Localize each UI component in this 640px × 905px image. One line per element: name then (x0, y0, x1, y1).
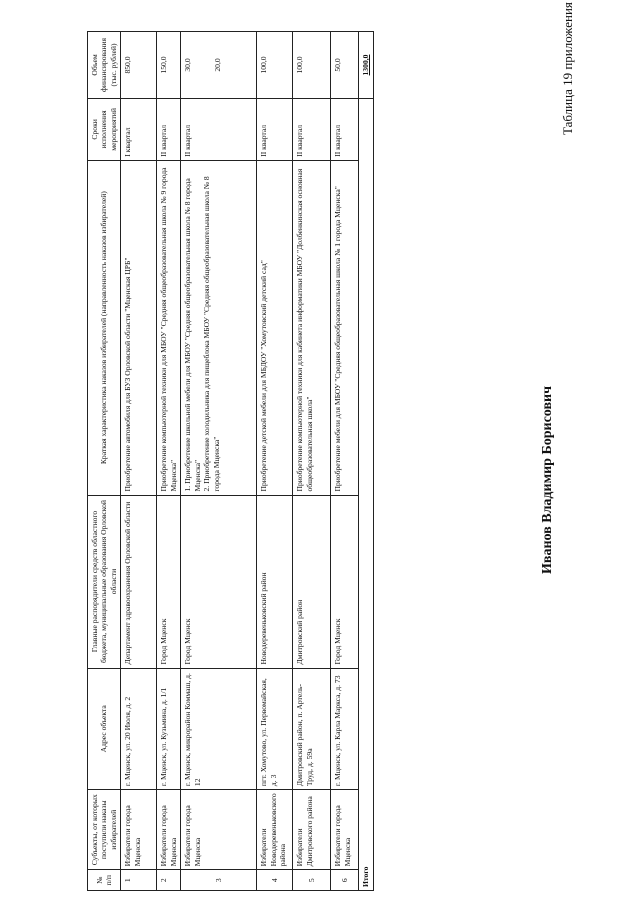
header-terms: Сроки исполнения мероприятий (88, 98, 121, 160)
row-subject: Избиратели города Мценска (331, 790, 359, 870)
row-address: пгт. Хомутово, ул. Первомайская, д. 3 (257, 668, 293, 790)
table-row (331, 32, 359, 891)
row-address: г. Мценск, микрорайон Коммаш, д. 12 (181, 668, 257, 790)
row-subject: Избиратели города Мценска (181, 790, 257, 870)
row-description (257, 160, 293, 495)
row-description (331, 160, 359, 495)
row-term: II квартал (331, 98, 359, 160)
header-volume: Объем финансирования (тыс. рублей) (88, 32, 121, 99)
volume-line: 20,0 (212, 58, 222, 72)
row-num: 1 (121, 870, 157, 891)
row-manager: Город Мценск (331, 495, 359, 668)
row-term: II квартал (157, 98, 181, 160)
description-line: 1. Приобретение школьной мебели для МБОУ "Средняя общеобразовательная школа № 8 города Мценска" (183, 178, 202, 492)
header-subjects: Субъекты, от которых поступили наказы избирателей (88, 790, 121, 870)
row-address: Дмитровский район, п. Артель-Труд, д. 59а (293, 668, 331, 790)
row-num: 4 (257, 870, 293, 891)
row-manager: Дмитровский район (293, 495, 331, 668)
row-subject: Избиратели Новодеревеньковского района (257, 790, 293, 870)
row-term: II квартал (181, 98, 257, 160)
row-volume: 850,0 (121, 32, 157, 99)
row-subject: Избиратели города Мценска (157, 790, 181, 870)
row-term: I квартал (121, 98, 157, 160)
orders-table (87, 31, 374, 891)
description-line: Приобретение автомобиля для БУЗ Орловской области "Мценская ЦРБ" (123, 257, 133, 492)
row-manager: Департамент здравоохранения Орловской области (121, 495, 157, 668)
row-description (157, 160, 181, 495)
row-subject: Избиратели Дмитровского района (293, 790, 331, 870)
row-volume: 100,0 (257, 32, 293, 99)
description-line: 2. Приобретение холодильника для пищеблока МБОУ "Средняя общеобразовательная школа № 8 города Мценска" (202, 176, 221, 492)
total-value: 1300,0 (359, 32, 373, 99)
row-volume: 100,0 (293, 32, 331, 99)
table-row (157, 32, 181, 891)
description-line: Приобретение детской мебели для МБДОУ "Хомутовский детский сад" (259, 260, 269, 492)
row-address: г. Мценск, ул. Кузьмина, д. 1/1 (157, 668, 181, 790)
header-description: Краткая характеристика наказов избирателей (направленность наказов избирателей) (88, 160, 121, 495)
volume-line: 30,0 (183, 58, 193, 72)
description-line: Приобретение мебели для МБОУ "Средняя общеобразовательная школа № 1 города Мценска" (333, 186, 343, 492)
table-header-row (88, 32, 121, 891)
row-manager: Новодеревеньковский район (257, 495, 293, 668)
table-row (121, 32, 157, 891)
row-description (181, 160, 257, 495)
total-row (359, 32, 373, 891)
row-volume: 50,0 (331, 32, 359, 99)
row-manager: Город Мценск (181, 495, 257, 668)
header-num: № п/п (88, 870, 121, 891)
row-description (293, 160, 331, 495)
header-address: Адрес объекта (88, 668, 121, 790)
row-manager: Город Мценск (157, 495, 181, 668)
row-subject: Избиратели города Мценска (121, 790, 157, 870)
description-line: Приобретение компьютерной техники для МБОУ "Средняя общеобразовательная школа № 9 города Мценска" (159, 167, 178, 492)
person-name: Иванов Владимир Борисович (540, 386, 555, 574)
total-label: Итого (359, 98, 373, 890)
table-label: Таблица 19 приложения (560, 2, 575, 135)
description-line: Приобретение компьютерной техники для кабинета информатики МБОУ "Долбенкинская основная общеобразовательная школа" (295, 168, 314, 492)
row-term: II квартал (293, 98, 331, 160)
row-address: г. Мценск, ул. Карла Маркса, д. 73 (331, 668, 359, 790)
row-num: 6 (331, 870, 359, 891)
row-num: 5 (293, 870, 331, 891)
row-term: II квартал (257, 98, 293, 160)
row-address: г. Мценск, ул. 20 Июля, д. 2 (121, 668, 157, 790)
header-managers: Главные распорядители средств областного бюджета, муниципальные образования Орловской области (88, 495, 121, 668)
row-num: 3 (181, 870, 257, 891)
table-row (181, 32, 257, 891)
row-volume: 150,0 (157, 32, 181, 99)
table-row (293, 32, 331, 891)
table-row (257, 32, 293, 891)
row-num: 2 (157, 870, 181, 891)
row-volume (181, 32, 257, 99)
row-description (121, 160, 157, 495)
